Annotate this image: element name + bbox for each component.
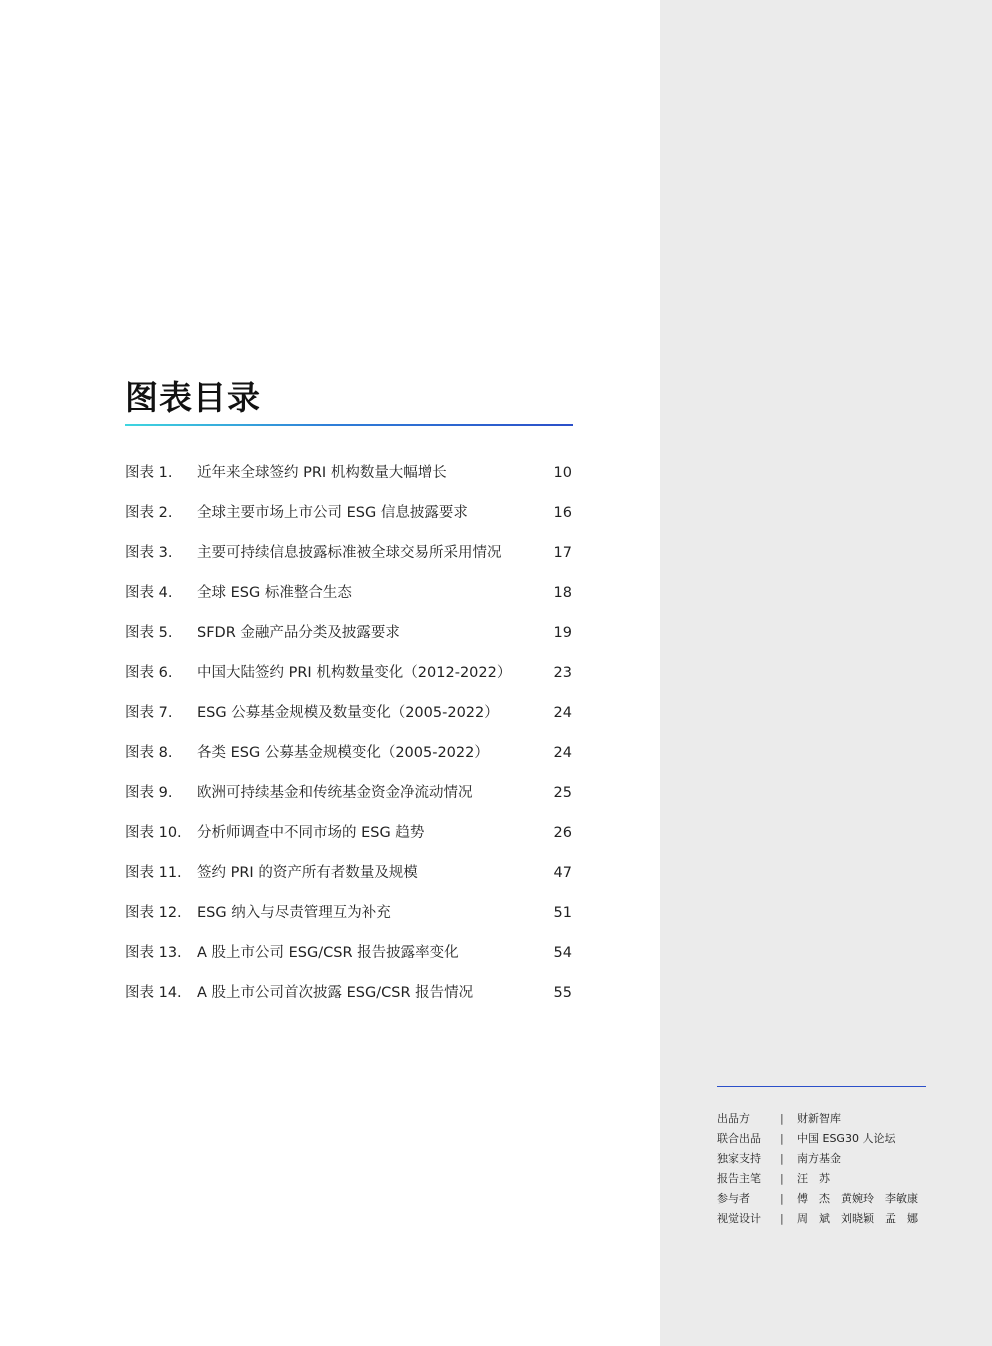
page-number: 19: [553, 625, 572, 641]
credit-label: 视觉设计: [717, 1212, 761, 1225]
toc-entry[interactable]: [125, 653, 573, 693]
toc-entry[interactable]: [125, 893, 573, 933]
toc-entry[interactable]: [125, 973, 573, 1013]
figure-number: 图表 11.: [125, 865, 182, 881]
credit-separator: |: [780, 1192, 784, 1205]
credit-label: 独家支持: [717, 1152, 761, 1165]
credit-value: 中国 ESG30 人论坛: [797, 1132, 896, 1145]
figure-number: 图表 9.: [125, 785, 173, 801]
page-number: 23: [553, 665, 572, 681]
toc-entry[interactable]: [125, 533, 573, 573]
credit-row-lead-author: [717, 1169, 937, 1189]
credit-label: 出品方: [717, 1112, 750, 1125]
figure-number: 图表 10.: [125, 825, 182, 841]
toc-entry[interactable]: [125, 613, 573, 653]
credit-row-sponsor: [717, 1149, 937, 1169]
page-number: 26: [553, 825, 572, 841]
page-number: 17: [553, 545, 572, 561]
credit-value: 周 斌 刘晓颖 孟 娜: [797, 1212, 918, 1225]
page-number: 54: [553, 945, 572, 961]
figure-title: SFDR 金融产品分类及披露要求: [197, 625, 400, 641]
credit-value: 南方基金: [797, 1152, 841, 1165]
toc-entry[interactable]: [125, 813, 573, 853]
credit-label: 联合出品: [717, 1132, 761, 1145]
toc-entry[interactable]: [125, 773, 573, 813]
figure-number: 图表 13.: [125, 945, 182, 961]
credit-row-contributors: [717, 1189, 937, 1209]
figure-title: ESG 公募基金规模及数量变化（2005-2022）: [197, 705, 499, 721]
toc-entry[interactable]: [125, 453, 573, 493]
toc-entry[interactable]: [125, 573, 573, 613]
credits-divider: [717, 1086, 926, 1087]
credit-separator: |: [780, 1212, 784, 1225]
page-number: 47: [553, 865, 572, 881]
toc-entry[interactable]: [125, 933, 573, 973]
page-number: 24: [553, 745, 572, 761]
table-of-figures: [125, 453, 573, 1013]
toc-entry[interactable]: [125, 493, 573, 533]
page-number: 24: [553, 705, 572, 721]
credit-row-producer: [717, 1109, 937, 1129]
page-number: 16: [553, 505, 572, 521]
toc-entry[interactable]: [125, 693, 573, 733]
figure-title: 中国大陆签约 PRI 机构数量变化（2012-2022）: [197, 665, 512, 681]
page-number: 18: [553, 585, 572, 601]
toc-entry[interactable]: [125, 853, 573, 893]
credit-separator: |: [780, 1152, 784, 1165]
figure-title: A 股上市公司首次披露 ESG/CSR 报告情况: [197, 985, 474, 1001]
figure-number: 图表 12.: [125, 905, 182, 921]
figure-title: ESG 纳入与尽责管理互为补充: [197, 905, 391, 921]
title-underline: [125, 424, 573, 426]
page-number: 25: [553, 785, 572, 801]
credit-label: 参与者: [717, 1192, 750, 1205]
figure-number: 图表 7.: [125, 705, 173, 721]
credit-value: 财新智库: [797, 1112, 841, 1125]
credit-value: 汪 苏: [797, 1172, 830, 1185]
figure-number: 图表 6.: [125, 665, 173, 681]
figure-title: 欧洲可持续基金和传统基金资金净流动情况: [197, 785, 473, 801]
credits-block: [717, 1109, 937, 1229]
figure-title: 分析师调查中不同市场的 ESG 趋势: [197, 825, 425, 841]
credit-row-visual-design: [717, 1209, 937, 1229]
credit-label: 报告主笔: [717, 1172, 761, 1185]
credit-separator: |: [780, 1132, 784, 1145]
page-number: 10: [553, 465, 572, 481]
credit-separator: |: [780, 1112, 784, 1125]
figure-title: 各类 ESG 公募基金规模变化（2005-2022）: [197, 745, 489, 761]
figure-number: 图表 4.: [125, 585, 173, 601]
figure-title: 近年来全球签约 PRI 机构数量大幅增长: [197, 465, 447, 481]
figure-number: 图表 1.: [125, 465, 173, 481]
figure-number: 图表 8.: [125, 745, 173, 761]
figure-number: 图表 14.: [125, 985, 182, 1001]
credit-separator: |: [780, 1172, 784, 1185]
page-title: 图表目录: [125, 378, 261, 417]
figure-number: 图表 2.: [125, 505, 173, 521]
figure-title: 全球 ESG 标准整合生态: [197, 585, 352, 601]
figure-title: 主要可持续信息披露标准被全球交易所采用情况: [197, 545, 502, 561]
credit-row-co-producer: [717, 1129, 937, 1149]
page-number: 55: [553, 985, 572, 1001]
toc-entry[interactable]: [125, 733, 573, 773]
figure-number: 图表 5.: [125, 625, 173, 641]
page-number: 51: [553, 905, 572, 921]
figure-number: 图表 3.: [125, 545, 173, 561]
credit-value: 傅 杰 黄婉玲 李敏康: [797, 1192, 918, 1205]
figure-title: 全球主要市场上市公司 ESG 信息披露要求: [197, 505, 468, 521]
figure-title: A 股上市公司 ESG/CSR 报告披露率变化: [197, 945, 459, 961]
figure-title: 签约 PRI 的资产所有者数量及规模: [197, 865, 418, 881]
